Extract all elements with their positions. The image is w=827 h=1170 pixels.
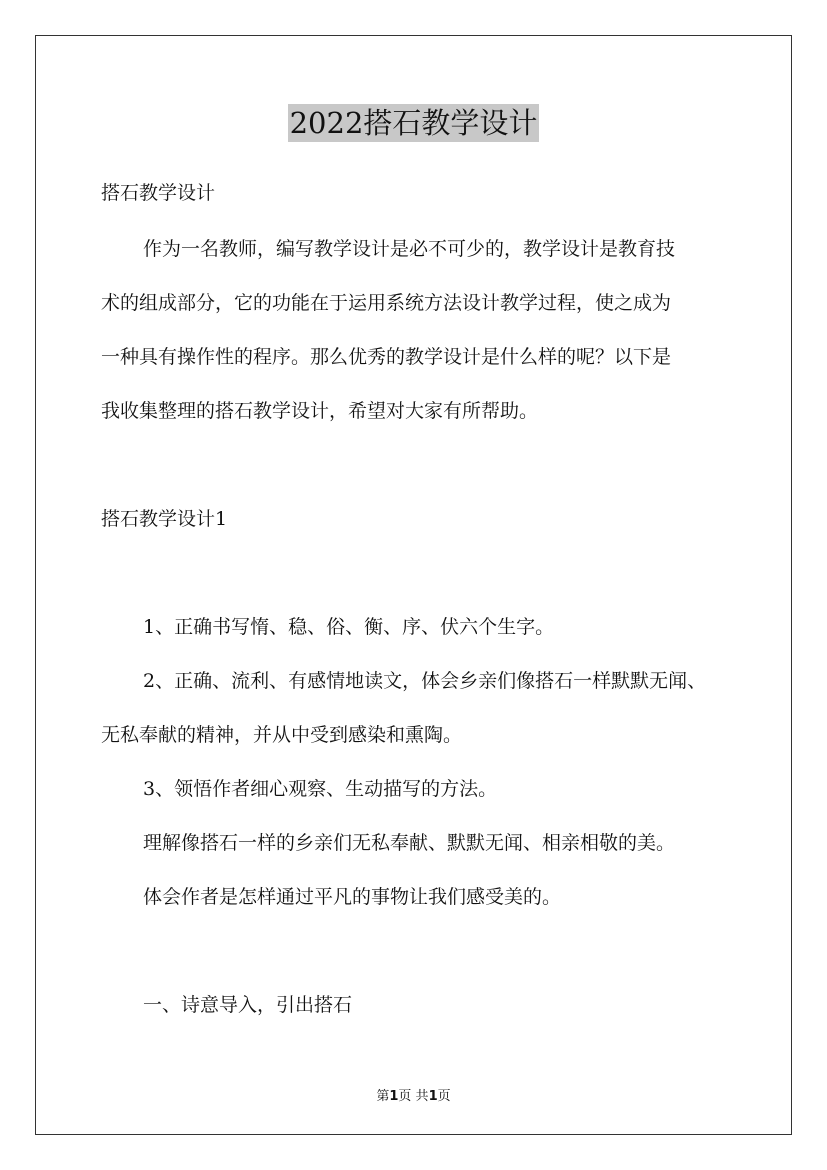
- document-title: [0, 104, 827, 142]
- goal-line-3: 无私奉献的精神，并从中受到感染和熏陶。: [101, 724, 463, 746]
- goal-line-6: 体会作者是怎样通过平凡的事物让我们感受美的。: [143, 886, 562, 908]
- section-heading: 搭石教学设计1: [101, 508, 228, 530]
- footer-page-mid: 页 共: [398, 1089, 429, 1104]
- footer-page-number: 1: [389, 1089, 399, 1104]
- footer-page-prefix: 第: [376, 1089, 390, 1104]
- goal-line-4: 3、领悟作者细心观察、生动描写的方法。: [143, 778, 498, 800]
- page-footer: [0, 1085, 827, 1104]
- document-subtitle: 搭石教学设计: [101, 182, 216, 204]
- intro-line-3: 一种具有操作性的程序。那么优秀的教学设计是什么样的呢？以下是: [101, 346, 672, 368]
- goal-line-5: 理解像搭石一样的乡亲们无私奉献、默默无闻、相亲相敬的美。: [143, 832, 676, 854]
- document-title-text: 2022搭石教学设计: [289, 106, 538, 140]
- intro-line-4: 我收集整理的搭石教学设计，希望对大家有所帮助。: [101, 400, 539, 422]
- goal-line-2: 2、正确、流利、有感情地读文，体会乡亲们像搭石一样默默无闻、: [143, 670, 707, 692]
- step-heading: 一、诗意导入，引出搭石: [143, 994, 353, 1016]
- footer-page-total: 1: [428, 1089, 438, 1104]
- footer-page-suffix: 页: [437, 1089, 451, 1104]
- intro-line-1: 作为一名教师，编写教学设计是必不可少的，教学设计是教育技: [143, 238, 676, 260]
- goal-line-1: 1、正确书写惰、稳、俗、衡、序、伏六个生字。: [143, 616, 555, 638]
- intro-line-2: 术的组成部分，它的功能在于运用系统方法设计教学过程，使之成为: [101, 292, 672, 314]
